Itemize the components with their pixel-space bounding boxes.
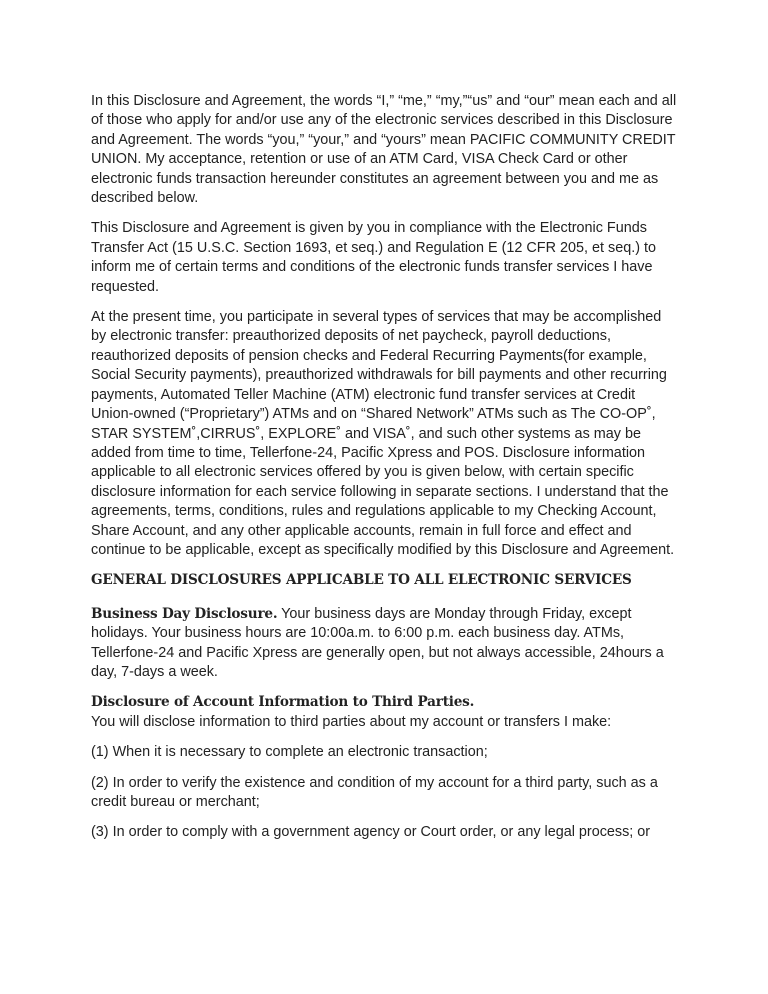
business-day-disclosure bbox=[91, 605, 680, 683]
section-heading: GENERAL DISCLOSURES APPLICABLE TO ALL ELECTRONIC SERVICES bbox=[91, 572, 632, 589]
list-item: (2) In order to verify the existence and condition of my account for a third party, such as a credit bureau or merchant; bbox=[91, 774, 658, 810]
list-item: (1) When it is necessary to complete an electronic transaction; bbox=[91, 744, 488, 761]
list-item: (3) In order to comply with a government agency or Court order, or any legal process; or bbox=[91, 824, 651, 841]
third-parties-intro: You will disclose information to third parties about my account or transfers I make: bbox=[91, 713, 612, 730]
business-day-text: Your business days are Monday through Friday, except holidays. Your business hours are 10:00a.m. to 6:00 p.m. each business day. ATMs, Tellerfone-24 and Pacific Xpress are generally open, but not always accessible, 24hours a day, 7-days a week. bbox=[91, 605, 664, 680]
paragraph-compliance: This Disclosure and Agreement is given by you in compliance with the Electronic Funds Transfer Act (15 U.S.C. Section 1693, et seq.) and Regulation E (12 CFR 205, et seq.) to inform me of certain terms and conditions of the electronic funds transfer services I have requested. bbox=[91, 220, 656, 295]
third-parties-label: Disclosure of Account Information to Third Parties. bbox=[91, 694, 475, 711]
third-parties-disclosure bbox=[91, 693, 680, 732]
paragraph-definitions: In this Disclosure and Agreement, the words “I,” “me,” “my,”“us” and “our” mean each and all of those who apply for and/or use any of the electronic services described in this Disclosure and Agreement. The words “you,” “your,” and “yours” mean PACIFIC COMMUNITY CREDIT UNION. My acceptance, retention or use of an ATM Card, VISA Check Card or other electronic funds transaction hereunder constitutes an agreement between you and me as described below. bbox=[91, 93, 677, 207]
paragraph-services: At the present time, you participate in several types of services that may be accomplished by electronic transfer: preauthorized deposits of net paycheck, payroll deductions, reauthorized deposits of pension checks and Federal Recurring Payments(for example, Social Security payments), preauthorized withdrawals for bill payments and other recurring payments, Automated Teller Machine (ATM) electronic fund transfer services at Credit Union-owned (“Proprietary”) ATMs and on “Shared Network” ATMs such as The CO-OP˚, STAR SYSTEM˚,CIRRUS˚, EXPLORE˚ and VISA˚, and such other systems as may be added from time to time, Tellerfone-24, Pacific Xpress and POS. Disclosure information applicable to all electronic services offered by you is given below, with certain specific disclosure information for each service following in separate sections. I understand that the agreements, terms, conditions, rules and regulations applicable to my Checking Account, Share Account, and any other applicable accounts, remain in full force and effect and continue to be applicable, except as specifically modified by this Disclosure and Agreement. bbox=[91, 309, 675, 558]
business-day-label: Business Day Disclosure. bbox=[91, 605, 278, 622]
